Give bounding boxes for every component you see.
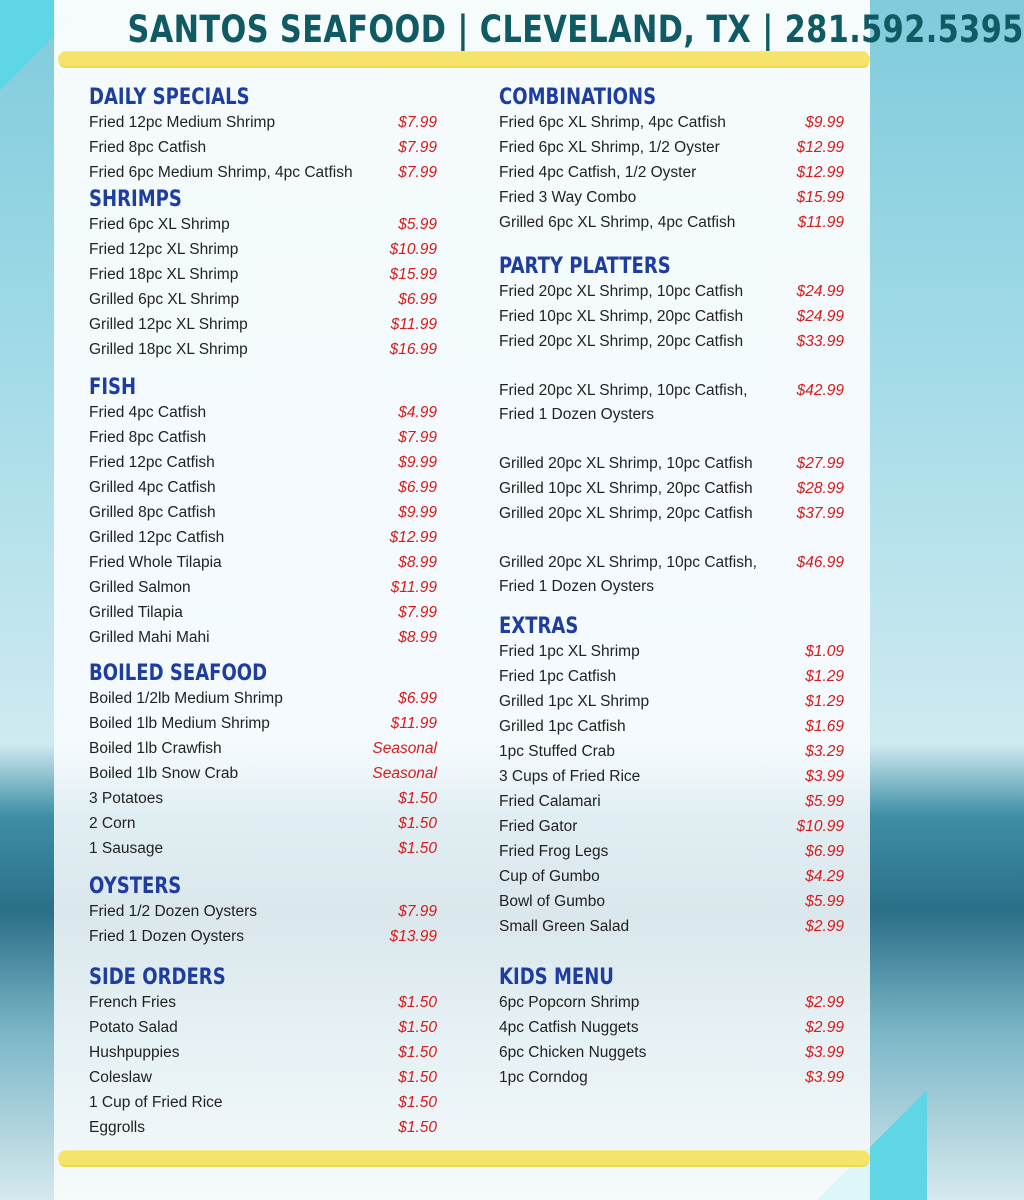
menu-item xyxy=(89,287,437,312)
menu-item-name: Fried 6pc XL Shrimp, 4pc Catfish xyxy=(499,114,726,131)
menu-item-price: $11.99 xyxy=(390,579,437,596)
menu-item-price: $7.99 xyxy=(398,604,437,621)
menu-item-name: Fried 10pc XL Shrimp, 20pc Catfish xyxy=(499,308,744,325)
menu-item-price: $1.50 xyxy=(398,994,437,1011)
menu-item-name-continued: Fried 1 Dozen Oysters xyxy=(499,406,655,423)
menu-item-price: Seasonal xyxy=(372,765,437,782)
menu-item-price: $1.50 xyxy=(398,840,437,857)
menu-item-price: $12.99 xyxy=(796,139,844,156)
menu-item xyxy=(499,329,844,354)
section-oysters xyxy=(89,875,437,949)
menu-item-name: Grilled 10pc XL Shrimp, 20pc Catfish xyxy=(499,480,753,497)
menu-item xyxy=(499,889,844,914)
menu-item-name: Grilled 20pc XL Shrimp, 20pc Catfish xyxy=(499,505,753,522)
menu-item-name: Fried Gator xyxy=(499,818,578,835)
menu-item-name-continued: Fried 1 Dozen Oysters xyxy=(499,578,655,595)
menu-item-name: Eggrolls xyxy=(89,1119,145,1136)
menu-item xyxy=(499,789,844,814)
menu-item xyxy=(499,1015,844,1040)
menu-item-name: Cup of Gumbo xyxy=(499,868,600,885)
menu-item xyxy=(89,899,437,924)
menu-item-price: $1.69 xyxy=(805,718,844,735)
menu-item xyxy=(89,312,437,337)
menu-item xyxy=(89,262,437,287)
section-title: SHRIMPS xyxy=(89,187,182,212)
menu-item-name: Fried 20pc XL Shrimp, 10pc Catfish xyxy=(499,283,744,300)
menu-item xyxy=(499,304,844,329)
menu-item-price: $1.50 xyxy=(398,1119,437,1136)
menu-item-name: Fried 6pc XL Shrimp, 1/2 Oyster xyxy=(499,139,720,156)
menu-item xyxy=(89,337,437,362)
menu-item xyxy=(499,714,844,739)
menu-item xyxy=(499,739,844,764)
menu-item-price: $7.99 xyxy=(398,164,437,181)
menu-item xyxy=(89,711,437,736)
section-title: KIDS MENU xyxy=(499,965,614,990)
section-title: BOILED SEAFOOD xyxy=(89,661,268,686)
menu-item xyxy=(89,425,437,450)
menu-item-name: Potato Salad xyxy=(89,1019,178,1036)
menu-item xyxy=(89,237,437,262)
menu-item-name: Grilled Tilapia xyxy=(89,604,183,621)
menu-item xyxy=(89,1115,437,1140)
page-title: SANTOS SEAFOOD | CLEVELAND, TX | 281.592.5395 xyxy=(127,8,1024,51)
menu-item xyxy=(89,736,437,761)
menu-item xyxy=(89,990,437,1015)
menu-item-name: Grilled 12pc XL Shrimp xyxy=(89,316,248,333)
section-side-orders xyxy=(89,966,437,1140)
menu-item xyxy=(89,110,437,135)
section-combinations xyxy=(499,86,844,235)
footer-brush-stroke xyxy=(58,1151,870,1165)
menu-item-name: Grilled 12pc Catfish xyxy=(89,529,225,546)
menu-item xyxy=(89,686,437,711)
menu-item-price: $3.99 xyxy=(805,768,844,785)
menu-item xyxy=(89,924,437,949)
menu-item-name: Fried 20pc XL Shrimp, 10pc Catfish, xyxy=(499,382,748,399)
menu-item-price: $6.99 xyxy=(398,291,437,308)
menu-item-name: 4pc Catfish Nuggets xyxy=(499,1019,639,1036)
menu-item-price: $3.29 xyxy=(805,743,844,760)
menu-item-name: Grilled 6pc XL Shrimp, 4pc Catfish xyxy=(499,214,736,231)
menu-item-price: $37.99 xyxy=(796,505,844,522)
menu-item xyxy=(89,600,437,625)
section-title: PARTY PLATTERS xyxy=(499,254,671,279)
menu-item xyxy=(499,501,844,526)
section-title: OYSTERS xyxy=(89,874,182,899)
menu-item-name: Grilled 20pc XL Shrimp, 10pc Catfish, xyxy=(499,554,757,571)
menu-item xyxy=(89,575,437,600)
menu-item-name: 1pc Stuffed Crab xyxy=(499,743,616,760)
menu-item-name: Fried Calamari xyxy=(499,793,601,810)
menu-item-price: $1.29 xyxy=(805,693,844,710)
menu-item-price: $6.99 xyxy=(805,843,844,860)
menu-item xyxy=(89,761,437,786)
menu-item-price: $27.99 xyxy=(796,455,844,472)
menu-item xyxy=(499,135,844,160)
menu-item-price: $2.99 xyxy=(805,994,844,1011)
menu-item-price: $11.99 xyxy=(390,316,437,333)
menu-item-price: $7.99 xyxy=(398,429,437,446)
menu-item-price: $1.50 xyxy=(398,790,437,807)
menu-item-name: Boiled 1lb Crawfish xyxy=(89,740,222,757)
section-title: FISH xyxy=(89,375,137,400)
menu-item-price: $1.50 xyxy=(398,1044,437,1061)
menu-item xyxy=(89,450,437,475)
menu-item xyxy=(499,210,844,235)
menu-item-name: Fried 6pc Medium Shrimp, 4pc Catfish xyxy=(89,164,353,181)
menu-item-name: Boiled 1lb Snow Crab xyxy=(89,765,239,782)
menu-item-name: French Fries xyxy=(89,994,176,1011)
menu-item-price: $3.99 xyxy=(805,1044,844,1061)
menu-item-price: $42.99 xyxy=(796,382,844,399)
menu-item-name: 3 Cups of Fried Rice xyxy=(499,768,641,785)
menu-item-name: Grilled Salmon xyxy=(89,579,191,596)
section-title: DAILY SPECIALS xyxy=(89,85,250,110)
menu-item-name: Fried 20pc XL Shrimp, 20pc Catfish xyxy=(499,333,744,350)
menu-item xyxy=(499,279,844,304)
menu-item-price: $33.99 xyxy=(796,333,844,350)
menu-item-name: Boiled 1lb Medium Shrimp xyxy=(89,715,270,732)
menu-item xyxy=(499,664,844,689)
menu-item xyxy=(89,212,437,237)
menu-item-price: $1.09 xyxy=(805,643,844,660)
menu-item-name: Bowl of Gumbo xyxy=(499,893,605,910)
menu-item xyxy=(499,550,844,575)
menu-item-name: 1 Cup of Fried Rice xyxy=(89,1094,223,1111)
menu-item-price: $5.99 xyxy=(805,793,844,810)
menu-item xyxy=(499,160,844,185)
menu-item-price: $6.99 xyxy=(398,690,437,707)
menu-item-price: $7.99 xyxy=(398,903,437,920)
menu-item-price: $16.99 xyxy=(389,341,437,358)
menu-item-price: $11.99 xyxy=(797,214,844,231)
menu-item xyxy=(89,135,437,160)
menu-item-name: Grilled 4pc Catfish xyxy=(89,479,216,496)
menu-item xyxy=(499,864,844,889)
menu-item xyxy=(499,185,844,210)
menu-item-price: $2.99 xyxy=(805,918,844,935)
menu-item xyxy=(89,1090,437,1115)
menu-item-price: $9.99 xyxy=(398,454,437,471)
menu-item-price: $1.50 xyxy=(398,1094,437,1111)
spacer xyxy=(499,427,844,451)
menu-item-name: Fried 18pc XL Shrimp xyxy=(89,266,239,283)
menu-item xyxy=(499,110,844,135)
menu-item xyxy=(89,1040,437,1065)
menu-item-name: Fried 1pc Catfish xyxy=(499,668,617,685)
menu-item-name: Fried 3 Way Combo xyxy=(499,189,637,206)
menu-item xyxy=(89,1015,437,1040)
menu-item-price: $5.99 xyxy=(805,893,844,910)
menu-item-price: $7.99 xyxy=(398,114,437,131)
menu-item xyxy=(89,550,437,575)
section-kids-menu xyxy=(499,966,844,1090)
menu-item xyxy=(89,160,437,185)
menu-item-name: Fried Whole Tilapia xyxy=(89,554,222,571)
menu-item xyxy=(89,786,437,811)
menu-item xyxy=(499,476,844,501)
menu-item-name: Fried Frog Legs xyxy=(499,843,609,860)
menu-item xyxy=(499,914,844,939)
menu-item-price: $4.29 xyxy=(805,868,844,885)
section-boiled-seafood xyxy=(89,662,437,861)
menu-item xyxy=(499,689,844,714)
menu-item-name: Fried 8pc Catfish xyxy=(89,139,207,156)
menu-item-name: Fried 6pc XL Shrimp xyxy=(89,216,230,233)
menu-item-price: $24.99 xyxy=(796,308,844,325)
menu-item-name: Grilled 1pc Catfish xyxy=(499,718,626,735)
menu-item-name: Fried 12pc Medium Shrimp xyxy=(89,114,276,131)
menu-item-name: Fried 1pc XL Shrimp xyxy=(499,643,640,660)
menu-item xyxy=(89,836,437,861)
menu-item xyxy=(499,1065,844,1090)
menu-item-price: $9.99 xyxy=(398,504,437,521)
menu-item xyxy=(89,475,437,500)
menu-item xyxy=(499,839,844,864)
menu-item-price: $11.99 xyxy=(390,715,437,732)
menu-item-price: $1.29 xyxy=(805,668,844,685)
menu-item-name: Grilled Mahi Mahi xyxy=(89,629,210,646)
menu-item xyxy=(89,1065,437,1090)
menu-item-name: Fried 1 Dozen Oysters xyxy=(89,928,245,945)
menu-item xyxy=(499,990,844,1015)
menu-item xyxy=(499,1040,844,1065)
menu-item-name: Fried 4pc Catfish xyxy=(89,404,207,421)
menu-item-name: Fried 12pc XL Shrimp xyxy=(89,241,239,258)
menu-item-price: $1.50 xyxy=(398,1069,437,1086)
menu-item-price: $8.99 xyxy=(398,554,437,571)
menu-item-price: $12.99 xyxy=(796,164,844,181)
menu-item-price: $8.99 xyxy=(398,629,437,646)
menu-item-name: Grilled 20pc XL Shrimp, 10pc Catfish xyxy=(499,455,753,472)
menu-item-price: $15.99 xyxy=(389,266,437,283)
menu-item-name: 2 Corn xyxy=(89,815,136,832)
menu-item-price: $7.99 xyxy=(398,139,437,156)
menu-item-name: Grilled 18pc XL Shrimp xyxy=(89,341,248,358)
menu-item-price: $46.99 xyxy=(796,554,844,571)
section-title: SIDE ORDERS xyxy=(89,965,226,990)
menu-item xyxy=(499,764,844,789)
menu-item-name: 1 Sausage xyxy=(89,840,164,857)
menu-item-price: $24.99 xyxy=(796,283,844,300)
menu-item-name: Boiled 1/2lb Medium Shrimp xyxy=(89,690,283,707)
menu-item-name: 6pc Popcorn Shrimp xyxy=(499,994,640,1011)
section-fish xyxy=(89,376,437,650)
menu-item-price: $9.99 xyxy=(805,114,844,131)
menu-item-price: Seasonal xyxy=(372,740,437,757)
menu-item-name: Fried 8pc Catfish xyxy=(89,429,207,446)
section-daily-specials xyxy=(89,86,437,185)
section-title: EXTRAS xyxy=(499,614,579,639)
menu-item-price: $6.99 xyxy=(398,479,437,496)
section-party-platters xyxy=(499,255,844,599)
menu-item-name: Fried 4pc Catfish, 1/2 Oyster xyxy=(499,164,697,181)
section-title: COMBINATIONS xyxy=(499,85,657,110)
menu-item-name: 6pc Chicken Nuggets xyxy=(499,1044,647,1061)
menu-item-price: $1.50 xyxy=(398,815,437,832)
menu-item-name: Fried 1/2 Dozen Oysters xyxy=(89,903,257,920)
menu-item-price: $12.99 xyxy=(389,529,437,546)
menu-item xyxy=(499,451,844,476)
menu-item xyxy=(89,811,437,836)
menu-item-name: Fried 12pc Catfish xyxy=(89,454,215,471)
menu-item-name: Hushpuppies xyxy=(89,1044,180,1061)
menu-item xyxy=(499,639,844,664)
menu-item-price: $2.99 xyxy=(805,1019,844,1036)
menu-item-name: 3 Potatoes xyxy=(89,790,164,807)
menu-item-price: $3.99 xyxy=(805,1069,844,1086)
section-extras xyxy=(499,615,844,939)
menu-item-name: 1pc Corndog xyxy=(499,1069,588,1086)
menu-item-price: $28.99 xyxy=(796,480,844,497)
spacer xyxy=(499,354,844,378)
menu-item-price: $10.99 xyxy=(389,241,437,258)
menu-item-name: Small Green Salad xyxy=(499,918,630,935)
menu-item-price: $4.99 xyxy=(398,404,437,421)
menu-item-price: $1.50 xyxy=(398,1019,437,1036)
menu-item-name: Grilled 1pc XL Shrimp xyxy=(499,693,650,710)
menu-item xyxy=(89,625,437,650)
menu-item-name: Grilled 6pc XL Shrimp xyxy=(89,291,240,308)
menu-item-price: $13.99 xyxy=(389,928,437,945)
menu-item xyxy=(89,400,437,425)
menu-item xyxy=(89,500,437,525)
header-brush-stroke xyxy=(58,52,870,66)
menu-item xyxy=(499,814,844,839)
menu-item-price: $10.99 xyxy=(796,818,844,835)
menu-item-price: $5.99 xyxy=(398,216,437,233)
menu-item-name: Coleslaw xyxy=(89,1069,152,1086)
menu-item-name: Grilled 8pc Catfish xyxy=(89,504,216,521)
menu-item-price: $15.99 xyxy=(796,189,844,206)
spacer xyxy=(499,526,844,550)
menu-item xyxy=(89,525,437,550)
menu-item xyxy=(499,378,844,403)
section-shrimps xyxy=(89,188,437,362)
